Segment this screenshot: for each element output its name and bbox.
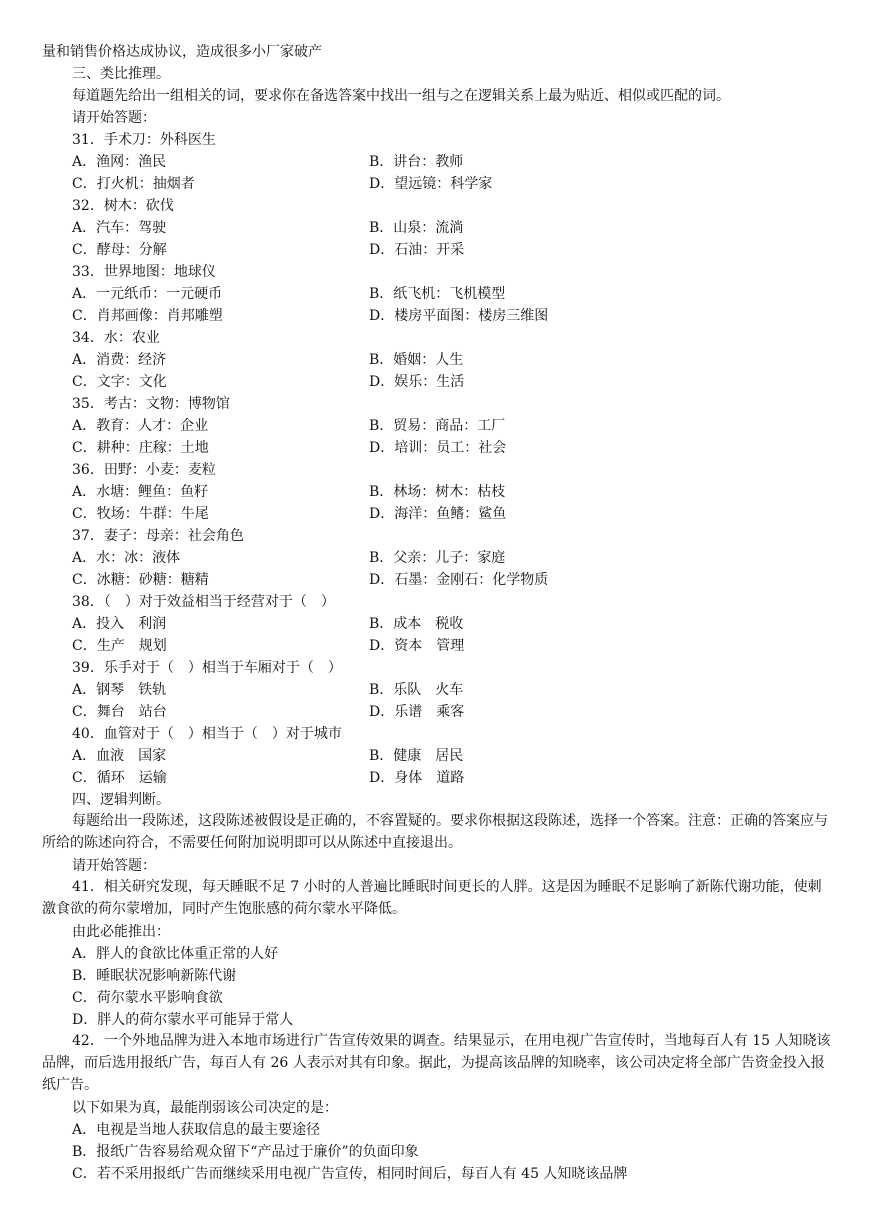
option-39-d: D．乐谱 乘客	[369, 704, 465, 720]
option-40-b: B．健康 居民	[369, 748, 464, 764]
option-35-d: D．培训：员工：社会	[369, 440, 507, 456]
option-32-c: C．酵母：分解	[72, 242, 167, 258]
question-41: 41．相关研究发现，每天睡眠不足 7 小时的人普遍比睡眠时间更长的人胖。这是因为睡眠不足影响了新陈代谢功能，使刺激食欲的荷尔蒙增加，同时产生饱胀感的荷尔蒙水平降低。	[42, 879, 822, 917]
option-40-c: C．循环 运输	[72, 770, 167, 786]
option-34-b: B．婚姻：人生	[369, 352, 464, 368]
section-heading-analogy: 三、类比推理。	[72, 66, 170, 82]
option-32-d: D．石油：开采	[369, 242, 465, 258]
option-39-c: C．舞台 站台	[72, 704, 167, 720]
option-39-b: B．乐队 火车	[369, 682, 464, 698]
option-31-d: D．望远镜：科学家	[369, 176, 493, 192]
question-36: 36．田野：小麦：麦粒	[72, 462, 216, 478]
continued-text: 量和销售价格达成协议，造成很多小厂家破产	[42, 44, 322, 60]
question-31: 31．手术刀：外科医生	[72, 132, 216, 148]
option-32-b: B．山泉：流淌	[369, 220, 464, 236]
option-36-b: B．林场：树木：枯枝	[369, 484, 506, 500]
option-35-a: A．教育：人才：企业	[72, 418, 209, 434]
option-31-c: C．打火机：抽烟者	[72, 176, 195, 192]
option-34-c: C．文字：文化	[72, 374, 167, 390]
option-38-d: D．资本 管理	[369, 638, 465, 654]
option-38-a: A．投入 利润	[72, 616, 167, 632]
question-32: 32．树木：砍伐	[72, 198, 174, 214]
question-33: 33．世界地图：地球仪	[72, 264, 216, 280]
question-41-stem: 由此必能推出：	[72, 924, 170, 940]
option-33-c: C．肖邦画像：肖邦雕塑	[72, 308, 223, 324]
option-36-d: D．海洋：鱼鳍：鲨鱼	[369, 506, 507, 522]
option-42-a: A．电视是当地人获取信息的最主要途径	[72, 1122, 321, 1138]
option-35-c: C．耕种：庄稼：土地	[72, 440, 209, 456]
option-37-b: B．父亲：儿子：家庭	[369, 550, 506, 566]
option-38-b: B．成本 税收	[369, 616, 464, 632]
option-37-c: C．冰糖：砂糖：糖精	[72, 572, 209, 588]
section-instructions: 每道题先给出一组相关的词，要求你在备选答案中找出一组与之在逻辑关系上最为贴近、相似或匹配的词。	[72, 88, 730, 104]
question-42: 42．一个外地品牌为进入本地市场进行广告宣传效果的调查。结果显示，在用电视广告宣传时，当地每百人有 15 人知晓该品牌，而后选用报纸广告，每百人有 26 人表示对其有印象。据此，为提高该品牌的知晓率，该公司决定将全部广告资金投入报纸广告。	[42, 1033, 831, 1093]
option-39-a: A．钢琴 铁轨	[72, 682, 167, 698]
question-38: 38．（ ）对于效益相当于经营对于（ ）	[72, 594, 335, 610]
start-prompt: 请开始答题：	[72, 110, 156, 126]
option-32-a: A．汽车：驾驶	[72, 220, 167, 236]
option-34-d: D．娱乐：生活	[369, 374, 465, 390]
start-prompt-logic: 请开始答题：	[72, 858, 156, 874]
question-37: 37．妻子：母亲：社会角色	[72, 528, 244, 544]
option-36-c: C．牧场：牛群：牛尾	[72, 506, 209, 522]
question-34: 34．水：农业	[72, 330, 160, 346]
option-31-b: B．讲台：教师	[369, 154, 464, 170]
question-42-stem: 以下如果为真，最能削弱该公司决定的是：	[72, 1100, 338, 1116]
section-instructions-logic: 每题给出一段陈述，这段陈述被假设是正确的，不容置疑的。要求你根据这段陈述，选择一个答案。注意：正确的答案应与所给的陈述向符合，不需要任何附加说明即可以从陈述中直接退出。	[42, 813, 828, 851]
option-41-b: B．睡眠状况影响新陈代谢	[72, 968, 237, 984]
option-40-d: D．身体 道路	[369, 770, 465, 786]
option-33-d: D．楼房平面图：楼房三维图	[369, 308, 549, 324]
option-40-a: A．血液 国家	[72, 748, 167, 764]
option-36-a: A．水塘：鲤鱼：鱼籽	[72, 484, 209, 500]
option-42-b: B．报纸广告容易给观众留下“产品过于廉价”的负面印象	[72, 1144, 419, 1160]
option-41-d: D．胖人的荷尔蒙水平可能异于常人	[72, 1012, 294, 1028]
option-34-a: A．消费：经济	[72, 352, 167, 368]
section-heading-logic: 四、逻辑判断。	[72, 792, 170, 808]
option-37-d: D．石墨：金刚石：化学物质	[369, 572, 549, 588]
option-35-b: B．贸易：商品：工厂	[369, 418, 506, 434]
option-38-c: C．生产 规划	[72, 638, 167, 654]
option-31-a: A．渔网：渔民	[72, 154, 167, 170]
option-37-a: A．水：冰：液体	[72, 550, 181, 566]
option-41-c: C．荷尔蒙水平影响食欲	[72, 990, 223, 1006]
question-35: 35．考古：文物：博物馆	[72, 396, 230, 412]
question-40: 40．血管对于（ ）相当于（ ）对于城市	[72, 726, 342, 742]
option-41-a: A．胖人的食欲比体重正常的人好	[72, 946, 279, 962]
option-42-c: C．若不采用报纸广告而继续采用电视广告宣传，相同时间后，每百人有 45 人知晓该品牌	[72, 1166, 628, 1182]
question-39: 39．乐手对于（ ）相当于车厢对于（ ）	[72, 660, 342, 676]
option-33-b: B．纸飞机：飞机模型	[369, 286, 506, 302]
option-33-a: A．一元纸币：一元硬币	[72, 286, 223, 302]
